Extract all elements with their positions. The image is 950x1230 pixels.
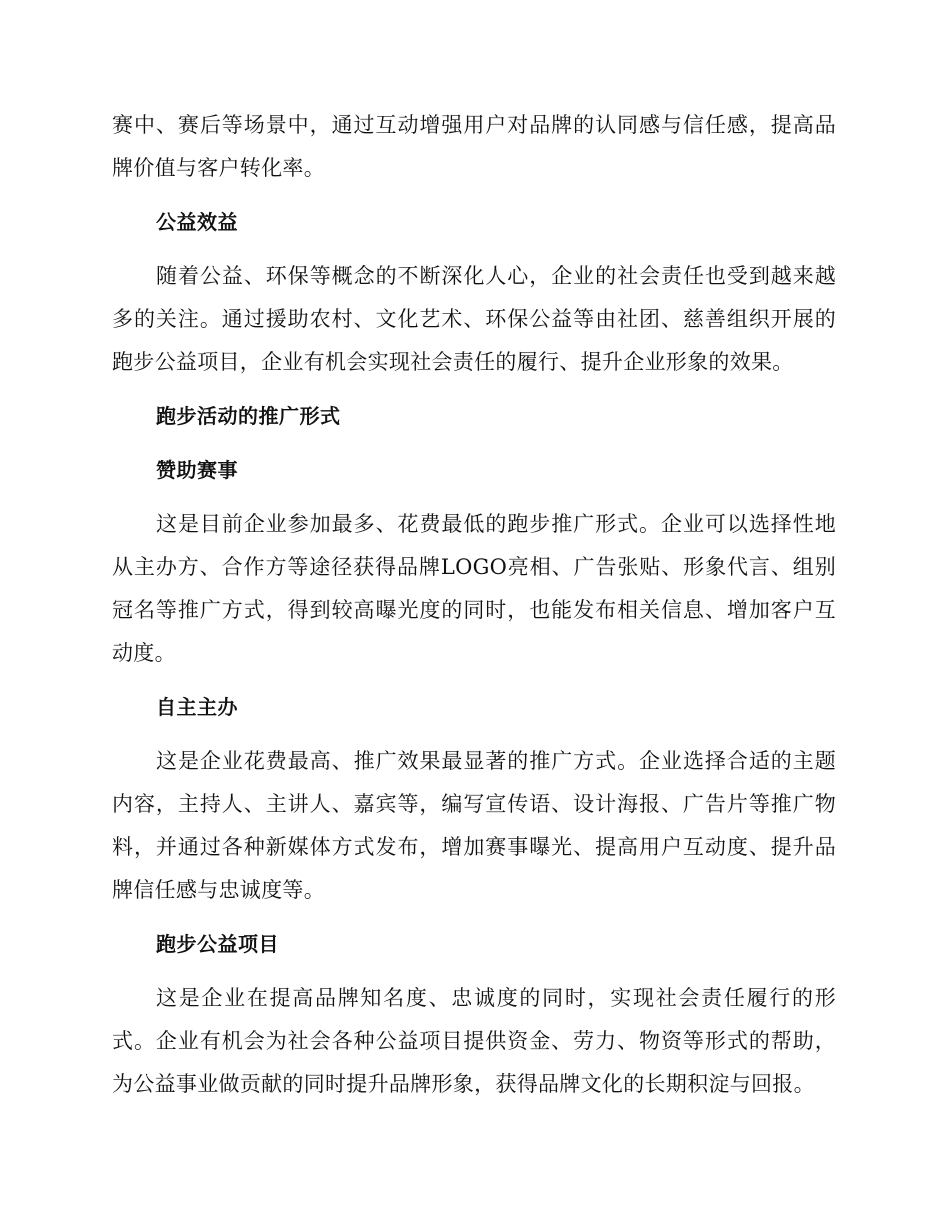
self-hosted-paragraph: 这是企业花费最高、推广效果最显著的推广方式。企业选择合适的主题内容，主持人、主讲人、嘉宾等，编写宣传语、设计海报、广告片等推广物料，并通过各种新媒体方式发布，增加赛事曝光、提高用户互动度、提升品牌信任感与忠诚度等。 <box>112 749 836 902</box>
document-body <box>112 104 836 1106</box>
sponsorship-paragraph: 这是目前企业参加最多、花费最低的跑步推广形式。企业可以选择性地从主办方、合作方等途径获得品牌LOGO亮相、广告张贴、形象代言、组别冠名等推广方式，得到较高曝光度的同时，也能发布相关信息、增加客户互动度。 <box>112 512 836 665</box>
self-hosted-heading: 自主主办 <box>156 695 238 719</box>
public-welfare-benefit-heading: 公益效益 <box>156 210 238 234</box>
intro-continuation-paragraph: 赛中、赛后等场景中，通过互动增强用户对品牌的认同感与信任感，提高品牌价值与客户转化率。 <box>112 113 836 180</box>
running-charity-paragraph: 这是企业在提高品牌知名度、忠诚度的同时，实现社会责任履行的形式。企业有机会为社会各种公益项目提供资金、劳力、物资等形式的帮助，为公益事业做贡献的同时提升品牌形象，获得品牌文化的长期积淀与回报。 <box>112 986 836 1096</box>
public-welfare-benefit-paragraph: 随着公益、环保等概念的不断深化人心，企业的社会责任也受到越来越多的关注。通过援助农村、文化艺术、环保公益等由社团、慈善组织开展的跑步公益项目，企业有机会实现社会责任的履行、提升企业形象的效果。 <box>112 264 836 374</box>
promotion-section-heading: 跑步活动的推广形式 <box>156 404 341 428</box>
running-charity-heading: 跑步公益项目 <box>156 932 279 956</box>
sponsorship-heading: 赞助赛事 <box>156 458 238 482</box>
